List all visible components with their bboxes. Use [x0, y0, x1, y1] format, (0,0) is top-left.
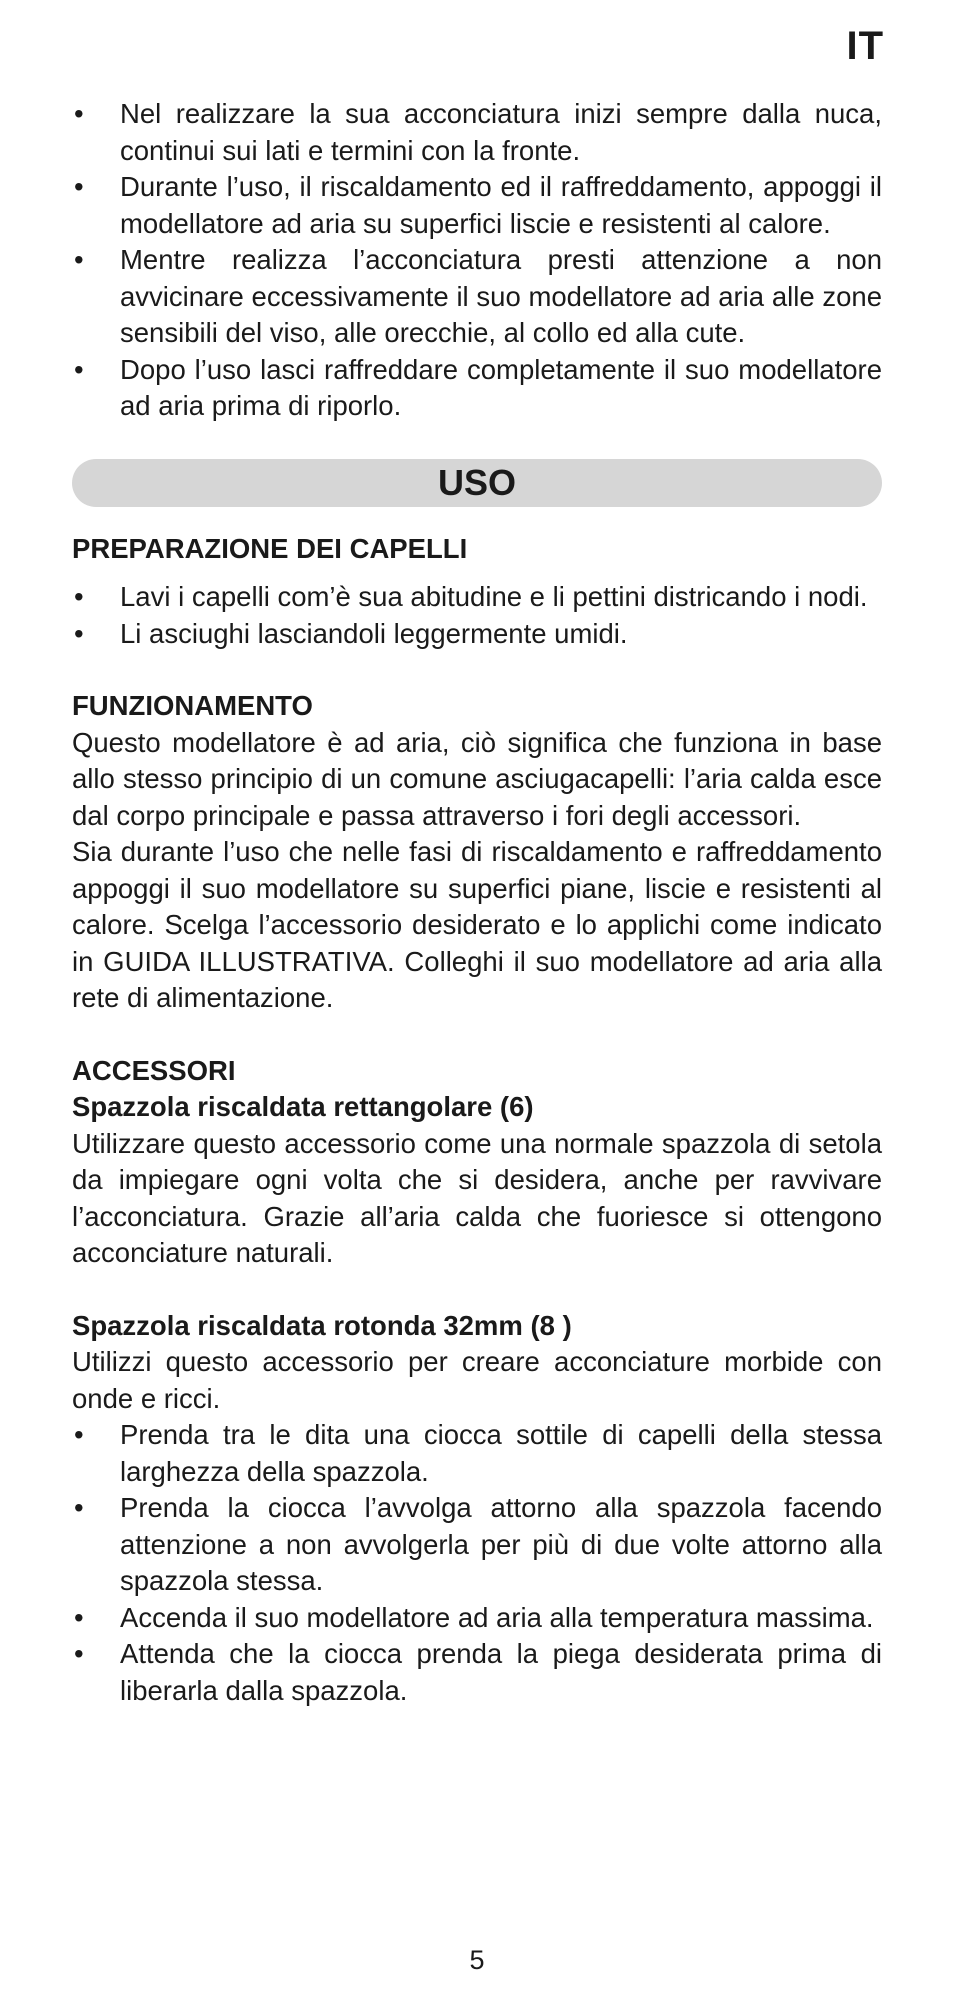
list-item-text: Accenda il suo modellatore ad aria alla temperatura massima. [120, 1601, 874, 1633]
list-item-text: Li asciughi lasciandoli leggermente umidi. [120, 617, 628, 649]
bullet-icon: • [74, 98, 84, 129]
page-content [72, 96, 882, 1709]
accessories-heading: ACCESSORI [72, 1054, 236, 1086]
bullet-icon: • [74, 244, 84, 275]
rect-brush-title: Spazzola riscaldata rettangolare (6) [72, 1091, 534, 1122]
list-item-text: Durante l’uso, il riscaldamento ed il raffreddamento, appoggi il modellatore ad aria su superfici liscie e resistenti al calore. [120, 171, 882, 239]
bullet-icon: • [74, 353, 84, 385]
bullet-icon: • [74, 1419, 84, 1450]
list-item [72, 242, 882, 352]
operation-paragraph-1: Questo modellatore è ad aria, ciò significa che funziona in base allo stesso principio di un comune asciugacapelli: l’aria calda esce dal corpo principale e passa attraverso i fori degli accessori. [72, 726, 882, 831]
list-item-text: Nel realizzare la sua acconciatura inizi sempre dalla nuca, continui sui lati e termini con la fronte. [120, 98, 882, 166]
round-brush-bullet-list [72, 1417, 882, 1709]
preparation-bullet-list [72, 579, 882, 652]
list-item-text: Dopo l’uso lasci raffreddare completamente il suo modellatore ad aria prima di riporlo. [120, 353, 882, 421]
bullet-icon: • [74, 1638, 84, 1669]
list-item-text: Prenda la ciocca l’avvolga attorno alla spazzola facendo attenzione a non avvolgerla per più di due volte attorno alla spazzola stessa. [120, 1492, 882, 1596]
language-code: IT [846, 24, 884, 68]
page-number: 5 [469, 1945, 485, 1975]
bullet-icon: • [74, 171, 84, 202]
bullet-icon: • [74, 1601, 84, 1633]
preparation-heading: PREPARAZIONE DEI CAPELLI [72, 532, 468, 564]
operation-paragraph-2: Sia durante l’uso che nelle fasi di riscaldamento e raffreddamento appoggi il suo modellatore su superfici piane, liscie e resistenti al calore. Scelga l’accessorio desiderato e lo applichi come indicato in GUIDA ILLUSTRATIVA. Colleghi il suo modellatore ad aria alla rete di alimentazione. [72, 836, 882, 1013]
list-item-text: Prenda tra le dita una ciocca sottile di capelli della stessa larghezza della spazzola. [120, 1419, 882, 1487]
section-title-bar: USO [72, 459, 882, 507]
list-item [72, 169, 882, 242]
rect-brush-text: Utilizzare questo accessorio come una normale spazzola di setola da impiegare ogni volta che si desidera, anche per ravvivare l’acconciatura. Grazie all’aria calda che fuoriesce si ottengono acconciature naturali. [72, 1127, 882, 1268]
list-item-text: Lavi i capelli com’è sua abitudine e li pettini districando i nodi. [120, 581, 868, 612]
list-item [72, 352, 882, 425]
list-item [72, 96, 882, 169]
list-item [72, 1490, 882, 1600]
bullet-icon: • [74, 1492, 84, 1523]
list-item-text: Attenda che la ciocca prenda la piega desiderata prima di liberarla dalla spazzola. [120, 1638, 882, 1706]
list-item [72, 1417, 882, 1490]
list-item-text: Mentre realizza l’acconciatura presti attenzione a non avvicinare eccessivamente il suo modellatore ad aria alle zone sensibili del viso, alle orecchie, al collo ed alla cute. [120, 244, 882, 348]
list-item [72, 1600, 882, 1637]
round-brush-title: Spazzola riscaldata rotonda 32mm (8 ) [72, 1309, 572, 1341]
bullet-icon: • [74, 617, 84, 649]
round-brush-text: Utilizzi questo accessorio per creare acconciature morbide con onde e ricci. [72, 1346, 882, 1414]
list-item [72, 1636, 882, 1709]
intro-bullet-list [72, 96, 882, 425]
list-item [72, 616, 882, 653]
list-item [72, 579, 882, 616]
bullet-icon: • [74, 581, 84, 612]
operation-heading: FUNZIONAMENTO [72, 690, 313, 721]
